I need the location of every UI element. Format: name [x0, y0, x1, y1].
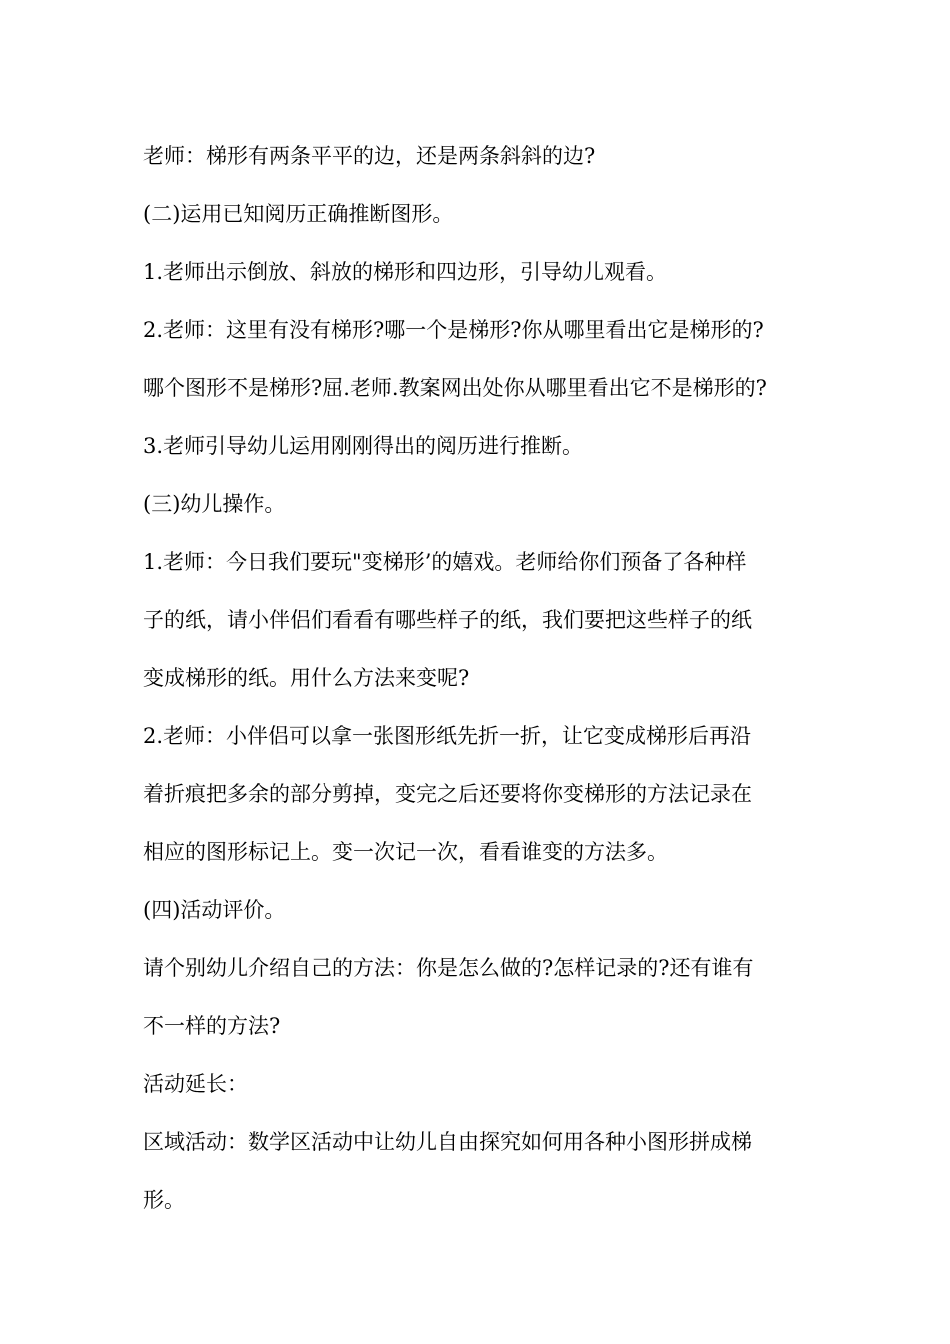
section-heading: 活动延长：	[143, 1072, 248, 1096]
text-line: 不一样的方法?	[143, 1014, 281, 1038]
text-line: 形。	[143, 1188, 185, 1212]
text-line: 子的纸，请小伴侣们看看有哪些样子的纸，我们要把这些样子的纸	[143, 608, 752, 632]
text-line: 区域活动：数学区活动中让幼儿自由探究如何用各种小图形拼成梯	[143, 1130, 752, 1154]
text-line: 老师：梯形有两条平平的边，还是两条斜斜的边?	[143, 144, 596, 168]
section-heading: (四)活动评价。	[143, 898, 286, 922]
text-line: 1.老师出示倒放、斜放的梯形和四边形，引导幼儿观看。	[143, 260, 668, 284]
text-line: 2.老师：小伴侣可以拿一张图形纸先折一折，让它变成梯形后再沿	[143, 724, 752, 748]
text-line: 哪个图形不是梯形?屈.老师.教案网出处你从哪里看出它不是梯形的?	[143, 376, 767, 400]
text-line: 变成梯形的纸。用什么方法来变呢?	[143, 666, 470, 690]
text-line: 请个别幼儿介绍自己的方法：你是怎么做的?怎样记录的?还有谁有	[143, 956, 754, 980]
text-line: 3.老师引导幼儿运用刚刚得出的阅历进行推断。	[143, 434, 584, 458]
text-line: 1.老师：今日我们要玩"变梯形’的嬉戏。老师给你们预备了各种样	[143, 550, 747, 574]
document-body	[143, 132, 823, 1234]
text-line: 相应的图形标记上。变一次记一次，看看谁变的方法多。	[143, 840, 668, 864]
text-line: 着折痕把多余的部分剪掉，变完之后还要将你变梯形的方法记录在	[143, 782, 752, 806]
text-line: 2.老师：这里有没有梯形?哪一个是梯形?你从哪里看出它是梯形的?	[143, 318, 764, 342]
section-heading: (二)运用已知阅历正确推断图形。	[143, 202, 454, 226]
section-heading: (三)幼儿操作。	[143, 492, 286, 516]
